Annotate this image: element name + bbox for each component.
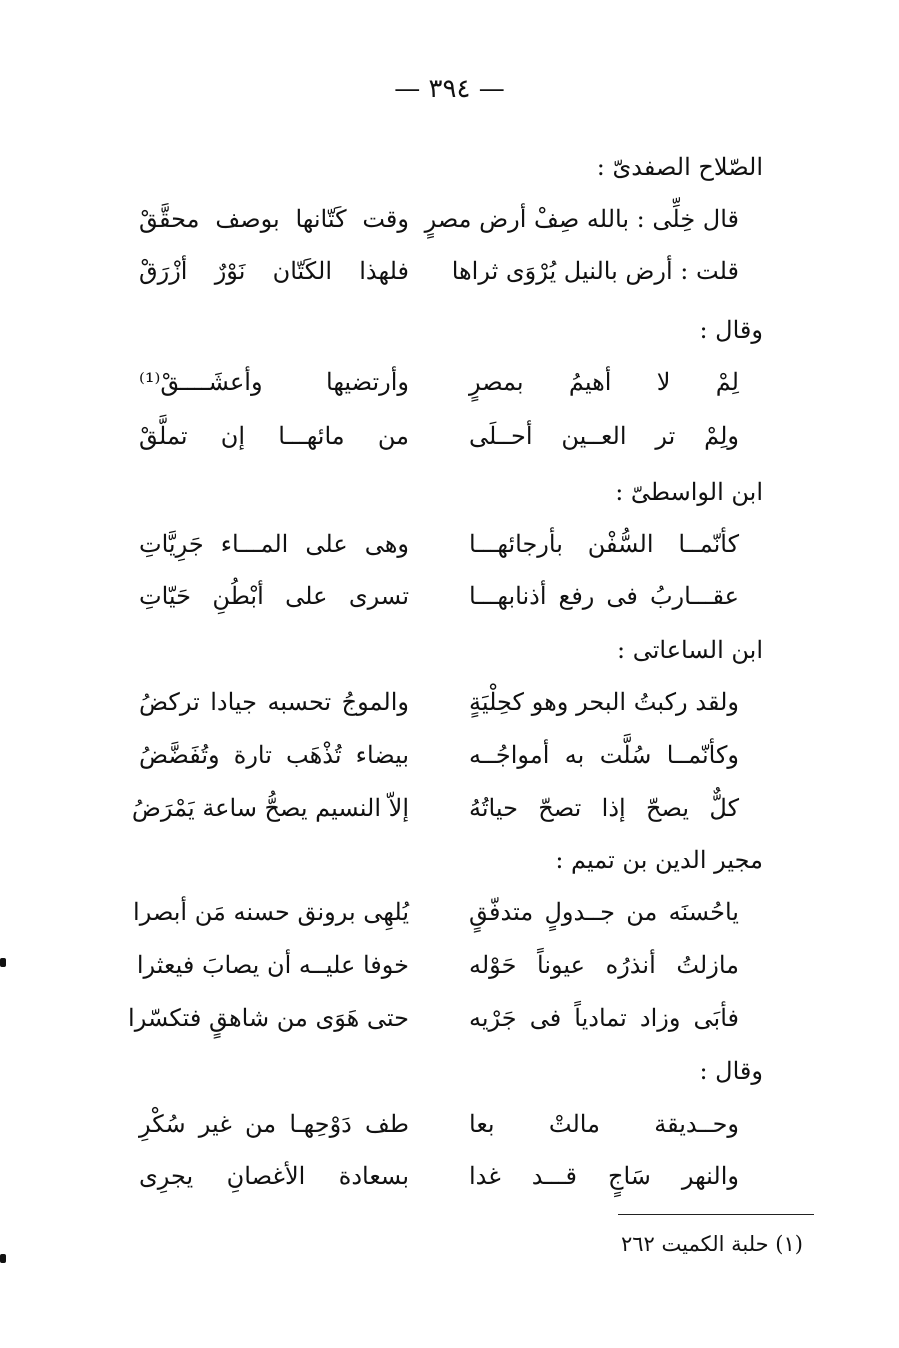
verse-first-hemistich: قال خِلِّى : بالله صِفْ أرض مصرٍ — [424, 205, 739, 233]
verse-second-hemistich: حتى هَوَى من شاهقٍ فتكسّرا — [128, 1004, 409, 1032]
poet-attribution: ابن الساعاتى : — [617, 636, 763, 664]
verse-line — [139, 1110, 739, 1154]
verse-line — [139, 688, 739, 732]
verse-second-hemistich: طف دَوْحِهـا من غير سُكْرِ — [139, 1110, 409, 1138]
verse-second-hemistich: وأرتضيها وأعشَــــقْ⁽¹⁾ — [139, 368, 409, 396]
verse-line — [139, 741, 739, 785]
verse-first-hemistich: مازلتُ أنذرُه عيوناً حَوْله — [469, 951, 739, 979]
verse-second-hemistich: وقت كَتّانها بوصف محقَّقْ — [139, 205, 409, 233]
verse-first-hemistich: لِمْ لا أهيمُ بمصرٍ — [469, 368, 739, 396]
verse-second-hemistich: إلاّ النسيم يصحُّ ساعة يَمْرَضُ — [131, 794, 409, 822]
verse-line — [133, 898, 739, 942]
poet-attribution: وقال : — [699, 1057, 763, 1085]
verse-line — [139, 1162, 739, 1206]
verse-second-hemistich: فلهذا الكَتّان نَوْرٌ أزْرَقْ — [139, 257, 409, 285]
poet-attribution: الصّلاح الصفدىّ : — [596, 153, 763, 181]
verse-second-hemistich: وهى على المـــاء جَرِيَّاتِ — [139, 530, 409, 558]
verse-line — [139, 368, 739, 412]
poet-attribution: مجير الدين بن تميم : — [555, 846, 763, 874]
verse-line — [128, 1004, 739, 1048]
verse-first-hemistich: وكأنّمــا سُلَّت به أمواجُــه — [469, 741, 739, 769]
verse-second-hemistich: والموجُ تحسبه جيادا تركضُ — [139, 688, 409, 716]
verse-second-hemistich: خوفا عليــه أن يصابَ فيعثرا — [136, 951, 409, 979]
verse-second-hemistich: بيضاء تُذْهَب تارة وتُفَضَّضُ — [139, 741, 409, 769]
verse-first-hemistich: كلٌّ يصحّ إذا تصحّ حياتُهُ — [469, 794, 739, 822]
verse-first-hemistich: عقـــاربُ فى رفع أذنابهـــا — [469, 582, 739, 610]
verse-line — [139, 582, 739, 626]
verse-second-hemistich: يُلهِى برونق حسنه مَن أبصرا — [133, 898, 409, 926]
footnote: (١) حلبة الكميت ٢٦٢ — [620, 1232, 803, 1256]
verse-first-hemistich: ولِمْ تر العــين أحــلَى — [469, 422, 739, 450]
verse-line — [136, 951, 739, 995]
margin-mark — [0, 958, 6, 967]
verse-first-hemistich: كأنّمــا السُّفْن بأرجائهـــا — [469, 530, 739, 558]
verse-line — [131, 794, 739, 838]
verse-second-hemistich: بسعادة الأغصانِ يجرِى — [139, 1162, 409, 1190]
verse-line — [139, 422, 739, 466]
verse-second-hemistich: من مائهـــا إن تملَّقْ — [139, 422, 409, 450]
verse-line — [139, 257, 739, 301]
verse-first-hemistich: ولقد ركبتُ البحر وهو كحِلْيَةٍ — [469, 688, 739, 716]
verse-first-hemistich: ياحُسنَه من جــدولٍ متدفّقٍ — [469, 898, 739, 926]
page-number: — ٣٩٤ — — [394, 74, 505, 104]
verse-first-hemistich: فأبَى وزاد تمادياً فى جَرْيه — [469, 1004, 739, 1032]
verse-first-hemistich: وحــديقة مالتْ بعا — [469, 1110, 739, 1138]
poet-attribution: وقال : — [699, 316, 763, 344]
poet-attribution: ابن الواسطىّ : — [615, 478, 763, 506]
margin-mark — [0, 1254, 6, 1263]
footnote-divider — [618, 1214, 814, 1215]
verse-line — [139, 530, 739, 574]
verse-first-hemistich: والنهر سَاجٍ قـــد غدا — [469, 1162, 739, 1190]
verse-second-hemistich: تسرى على أبْطُنِ حَيّاتِ — [139, 582, 409, 610]
verse-first-hemistich: قلت : أرض بالنيل يُرْوَى ثراها — [451, 257, 739, 285]
verse-line — [139, 205, 739, 249]
